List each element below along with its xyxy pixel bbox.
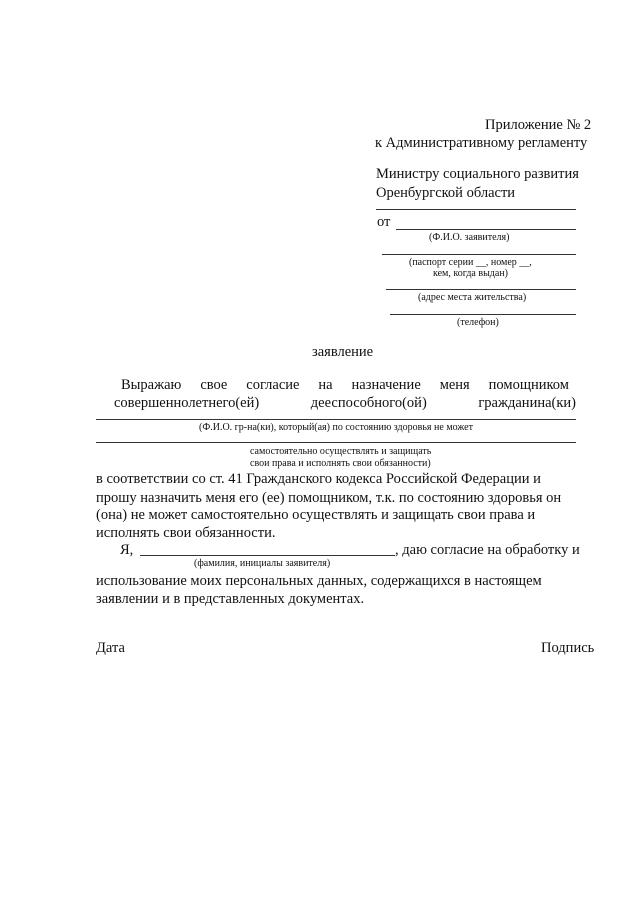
paragraph-1-line-4: исполнять свои обязанности. [96, 525, 276, 541]
caption-phone: (телефон) [457, 317, 499, 328]
body-line-2 [114, 396, 576, 411]
caption-applicant-fio: (Ф.И.О. заявителя) [429, 232, 510, 243]
consent-prefix: Я, [120, 542, 134, 558]
paragraph-2-line-1: использование моих персональных данных, содержащихся в настоящем [96, 573, 542, 589]
consent-suffix: , даю согласие на обработку и [395, 542, 580, 558]
phone-line [390, 314, 576, 315]
word: согласие [246, 377, 300, 393]
word: назначение [351, 377, 421, 393]
word: гражданина(ки) [478, 395, 576, 411]
word: Выражаю [121, 377, 182, 393]
body-line-1 [121, 378, 569, 393]
blank-line [96, 442, 576, 443]
caption-passport-2: кем, когда выдан) [433, 268, 509, 279]
word: совершеннолетнего(ей) [114, 395, 260, 411]
word: помощником [488, 377, 569, 393]
paragraph-1-line-1: в соответствии со ст. 41 Гражданского кодекса Российской Федерации и [96, 471, 541, 487]
blank-line [376, 209, 576, 210]
address-line [386, 289, 576, 290]
addressee-line-1: Министру социального развития [376, 166, 579, 182]
word: меня [439, 377, 470, 393]
paragraph-1-line-3: (она) не может самостоятельно осуществлять и защищать свои права и [96, 507, 536, 523]
caption-address: (адрес места жительства) [418, 292, 527, 303]
passport-line [382, 254, 576, 255]
applicant-signature-line [140, 555, 395, 556]
word: на [318, 377, 333, 393]
caption-cannot-2: свои права и исполнять свои обязанности) [250, 458, 431, 469]
caption-citizen-fio: (Ф.И.О. гр-на(ки), который(ая) по состоянию здоровья не может [199, 422, 473, 433]
word: свое [200, 377, 228, 393]
applicant-name-line [396, 229, 576, 230]
date-label: Дата [96, 640, 125, 656]
citizen-name-line [96, 419, 576, 420]
document-title: заявление [312, 344, 374, 360]
caption-passport-1: (паспорт серии __, номер __, [409, 257, 532, 268]
appendix-number: Приложение № 2 [485, 117, 592, 133]
caption-applicant-initials: (фамилия, инициалы заявителя) [194, 558, 331, 569]
paragraph-2-line-2: заявлении и в представленных документах. [96, 591, 365, 607]
word: дееспособного(ой) [310, 395, 427, 411]
paragraph-1-line-2: прошу назначить меня его (ее) помощником, т.к. по состоянию здоровья он [96, 490, 562, 506]
regulation-reference: к Административному регламенту [375, 135, 588, 151]
from-label: от [377, 214, 391, 230]
caption-cannot-1: самостоятельно осуществлять и защищать [250, 446, 432, 457]
addressee-line-2: Оренбургской области [376, 185, 516, 201]
signature-label: Подпись [541, 640, 595, 656]
